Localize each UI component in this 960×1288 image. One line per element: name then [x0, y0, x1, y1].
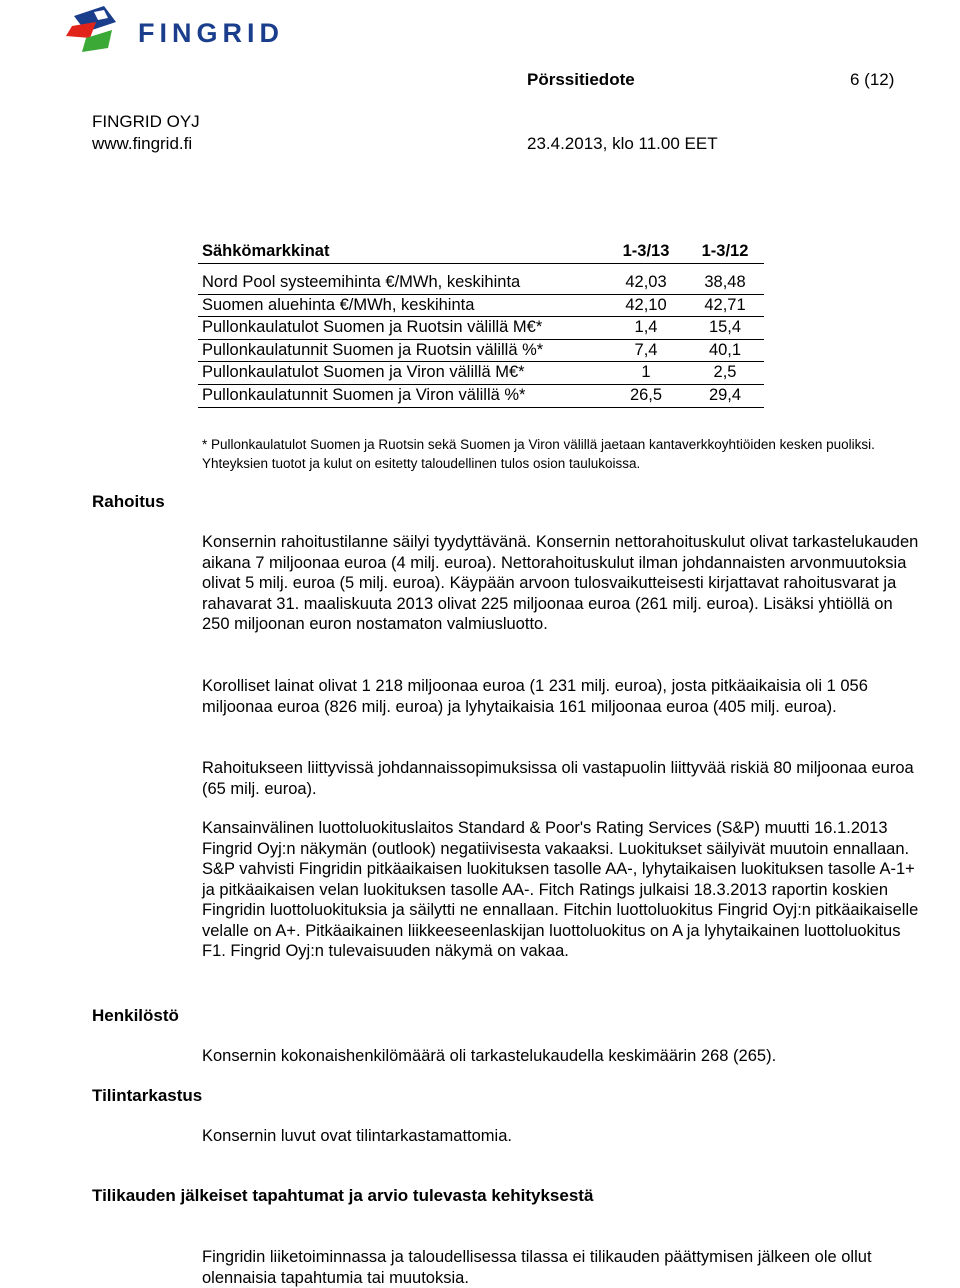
table-row: Suomen aluehinta €/MWh, keskihinta 42,10 42,71: [198, 294, 764, 317]
doc-type: Pörssitiedote: [527, 70, 635, 89]
paragraph: Konsernin luvut ovat tilintarkastamattomia.: [202, 1127, 512, 1145]
heading-tilintarkastus: Tilintarkastus: [92, 1086, 203, 1105]
table-row: Pullonkaulatulot Suomen ja Viron välillä M€* 1 2,5: [198, 362, 764, 385]
logo-wordmark: FINGRID: [138, 18, 284, 48]
fingrid-logo: [60, 2, 300, 56]
electricity-market-table: [198, 240, 764, 408]
column-header: 1-3/12: [686, 240, 764, 264]
heading-tilikauden-jalkeiset: Tilikauden jälkeiset tapahtumat ja arvio tulevasta kehityksestä: [92, 1186, 594, 1205]
website-link[interactable]: www.fingrid.fi: [92, 134, 193, 153]
table-title: Sähkömarkkinat: [198, 240, 606, 264]
release-datetime: 23.4.2013, klo 11.00 EET: [527, 134, 718, 153]
paragraph: Rahoitukseen liittyvissä johdannaissopimuksissa oli vastapuolin liittyvää riskiä 80 miljoonaa euroa (65 milj. euroa).: [202, 759, 914, 798]
table-row: Pullonkaulatunnit Suomen ja Viron välillä %* 26,5 29,4: [198, 384, 764, 407]
paragraph: Fingridin liiketoiminnassa ja taloudellisessa tilassa ei tilikauden päättymisen jälkeen ole ollut olennaisia tapahtumia tai muutoksia.: [202, 1248, 872, 1287]
table-row: Pullonkaulatunnit Suomen ja Ruotsin välillä %* 7,4 40,1: [198, 339, 764, 362]
paragraph: Konsernin rahoitustilanne säilyi tyydyttävänä. Konsernin nettorahoituskulut olivat tarkastelukauden aikana 7 miljoonaa euroa (4 milj. euroa). Nettorahoituskulut ilman johdannaisten arvonmuutoksia olivat 5 milj. euroa (5 milj. euroa). Käypään arvoon tulosvaikutteisesti kirjattavat rahoitusvarat ja rahavarat 31. maaliskuuta 2013 olivat 225 miljoonaa euroa (261 milj. euroa). Lisäksi yhtiöllä on 250 miljoonan euron nostamaton valmiusluotto.: [202, 533, 919, 633]
page-number: 6 (12): [850, 70, 895, 89]
paragraph: Kansainvälinen luottoluokituslaitos Standard & Poor's Rating Services (S&P) muutti 16.1.2013 Fingrid Oyj:n näkymän (outlook) negatiivisesta vakaaksi. Luokitukset säilyivät muutoin ennallaan. S&P vahvisti Fingridin pitkäaikaisen luokituksen tasolle AA-, lyhytaikaisen luokituksen tasolle A-1+ ja pitkäaikaisen velan luokituksen tasolle AA-. Fitch Ratings julkaisi 18.3.2013 raportin koskien Fingridin luottoluokituksia ja säilytti ne ennallaan. Fitchin luottoluokitus Fingrid Oyj:n pitkäaikaiselle velalle on A+. Pitkäaikainen liikkeeseenlaskijan luottoluokitus on A ja lyhytaikainen luottoluokitus F1. Fingrid Oyj:n tulevaisuuden näkymä on vakaa.: [202, 819, 919, 960]
table-footnote: * Pullonkaulatulot Suomen ja Ruotsin sekä Suomen ja Viron välillä jaetaan kantaverkkoyhtiöiden kesken puoliksi. Yhteyksien tuotot ja kulut on esitetty taloudellinen tulos osion taulukoissa.: [202, 437, 875, 471]
paragraph: Korolliset lainat olivat 1 218 miljoonaa euroa (1 231 milj. euroa), josta pitkäaikaisia oli 1 056 miljoonaa euroa (826 milj. euroa) ja lyhytaikaisia 161 miljoonaa euroa (405 milj. euroa).: [202, 677, 868, 716]
logo-mark-icon: [66, 6, 116, 52]
paragraph: Konsernin kokonaishenkilömäärä oli tarkastelukaudella keskimäärin 268 (265).: [202, 1047, 777, 1065]
company-name: FINGRID OYJ: [92, 112, 200, 131]
column-header: 1-3/13: [606, 240, 686, 264]
table-row: Nord Pool systeemihinta €/MWh, keskihinta 42,03 38,48: [198, 272, 764, 294]
heading-rahoitus: Rahoitus: [92, 492, 165, 511]
heading-henkilosto: Henkilöstö: [92, 1006, 179, 1025]
table-header-row: [198, 240, 764, 264]
table-row: Pullonkaulatulot Suomen ja Ruotsin välillä M€* 1,4 15,4: [198, 317, 764, 340]
